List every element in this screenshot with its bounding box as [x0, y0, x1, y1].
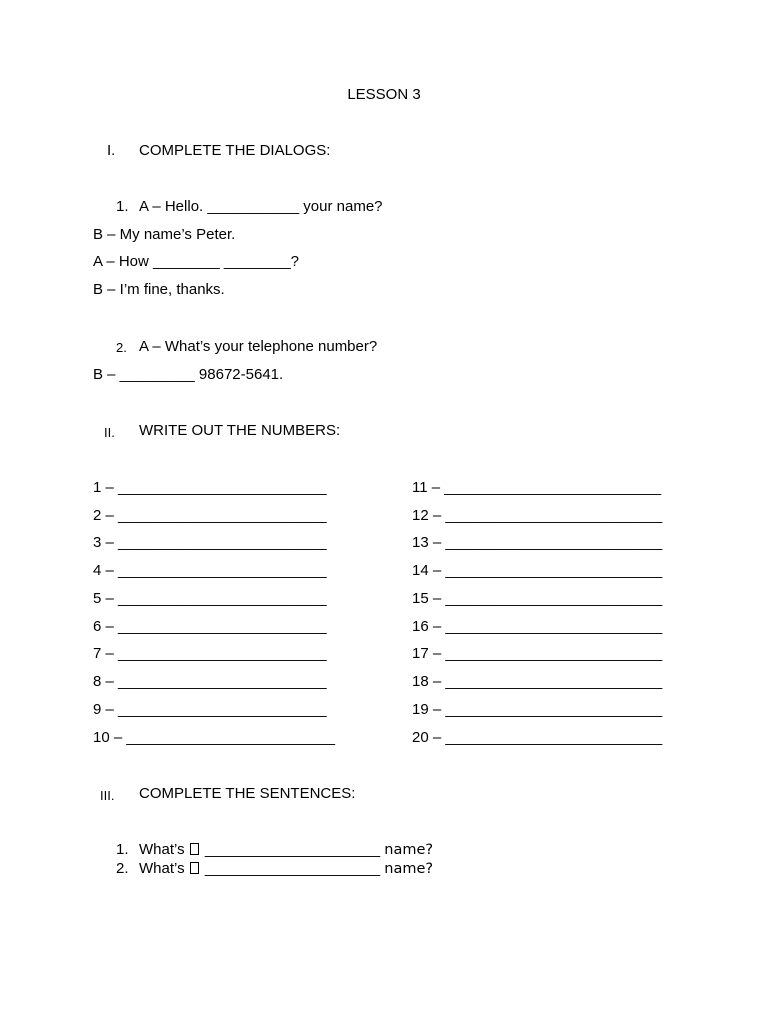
number-line-3: 3 – _________________________	[93, 534, 327, 551]
dialog-1-line-3: A – How ________ ________?	[93, 253, 300, 270]
number-line-6: 6 – _________________________	[93, 618, 327, 635]
sentence-1-suffix: name?	[384, 842, 434, 858]
number-line-2: 2 – _________________________	[93, 507, 327, 524]
missing-glyph-box-icon	[190, 843, 199, 855]
dialog-1-line-2: B – My name’s Peter.	[93, 226, 236, 243]
sentence-1-number: 1.	[116, 841, 129, 858]
sentence-2-blank: _____________________	[204, 860, 381, 877]
number-line-4: 4 – _________________________	[93, 562, 327, 579]
dialog-1-number: 1.	[116, 198, 129, 215]
number-line-17: 17 – __________________________	[412, 645, 663, 662]
lesson-title: LESSON 3	[347, 86, 421, 103]
number-line-14: 14 – __________________________	[412, 562, 663, 579]
dialog-2-number: 2.	[116, 340, 127, 355]
number-line-19: 19 – __________________________	[412, 701, 663, 718]
number-line-1: 1 – _________________________	[93, 479, 327, 496]
sentence-1-prefix: What’s	[139, 841, 185, 858]
number-line-18: 18 – __________________________	[412, 673, 663, 690]
sentence-2-suffix: name?	[384, 861, 434, 877]
number-line-10: 10 – _________________________	[93, 729, 335, 746]
number-line-7: 7 – _________________________	[93, 645, 327, 662]
section-1-numeral: I.	[107, 142, 116, 159]
sentence-2-number: 2.	[116, 860, 129, 877]
number-line-13: 13 – __________________________	[412, 534, 663, 551]
number-line-5: 5 – _________________________	[93, 590, 327, 607]
sentence-2	[139, 860, 433, 878]
number-line-11: 11 – __________________________	[412, 479, 662, 496]
number-line-12: 12 – __________________________	[412, 507, 663, 524]
section-3-numeral: III.	[100, 788, 115, 803]
section-1-heading: COMPLETE THE DIALOGS:	[139, 142, 331, 159]
dialog-2-line-2: B – _________ 98672-5641.	[93, 366, 284, 383]
sentence-1-blank: _____________________	[204, 841, 381, 858]
section-2-heading: WRITE OUT THE NUMBERS:	[139, 422, 341, 439]
sentence-2-prefix: What’s	[139, 860, 185, 877]
dialog-1-line-4: B – I’m fine, thanks.	[93, 281, 225, 298]
dialog-1-line-1: A – Hello. ___________ your name?	[139, 198, 383, 215]
section-2-numeral: II.	[104, 425, 115, 440]
sentence-1	[139, 841, 433, 859]
number-line-16: 16 – __________________________	[412, 618, 663, 635]
number-line-9: 9 – _________________________	[93, 701, 327, 718]
number-line-8: 8 – _________________________	[93, 673, 327, 690]
missing-glyph-box-icon	[190, 862, 199, 874]
number-line-20: 20 – __________________________	[412, 729, 663, 746]
number-line-15: 15 – __________________________	[412, 590, 663, 607]
section-3-heading: COMPLETE THE SENTENCES:	[139, 785, 356, 802]
dialog-2-line-1: A – What’s your telephone number?	[139, 338, 378, 355]
